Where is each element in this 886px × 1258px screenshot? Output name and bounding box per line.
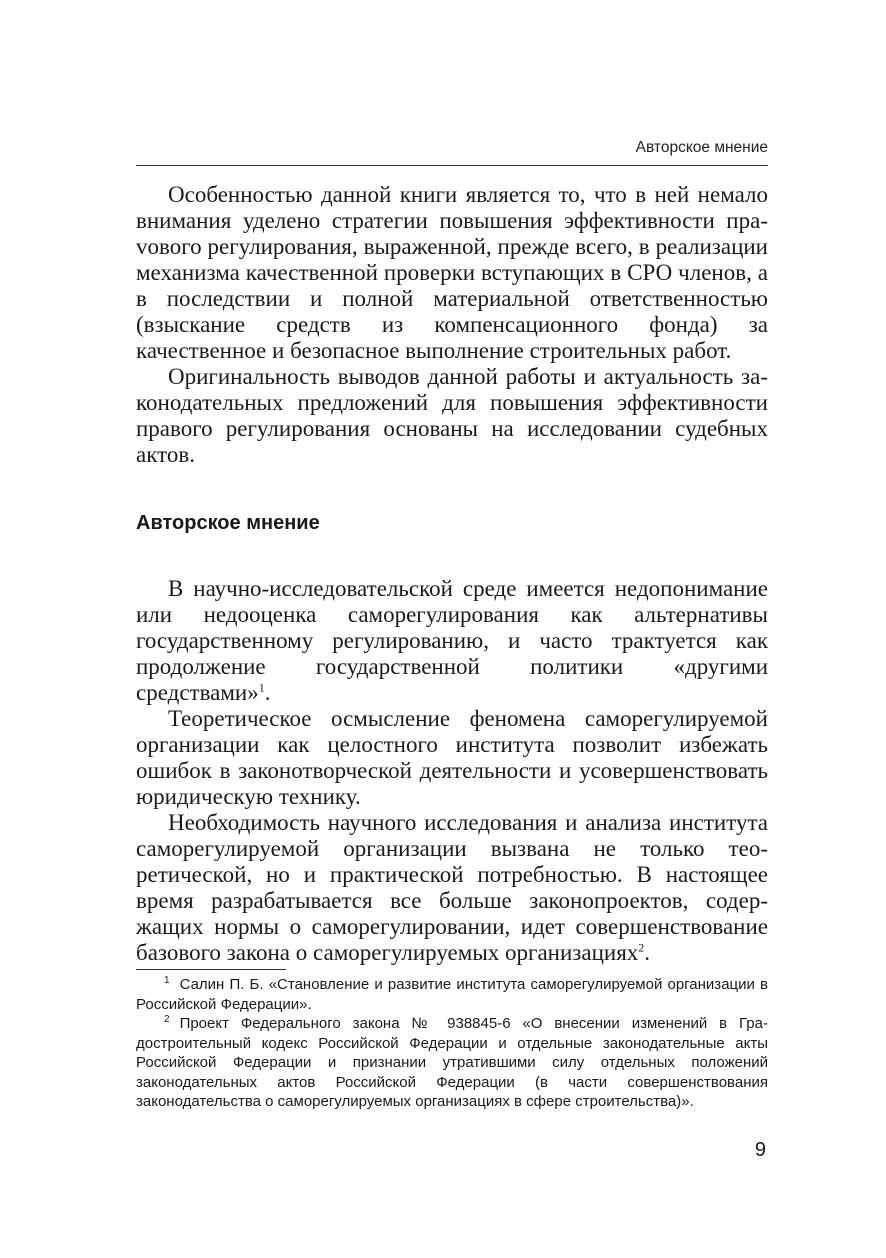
paragraph-tail: . bbox=[264, 680, 271, 705]
paragraph-text: Необходимость научного исследования и анализа института саморегулируемой организации вызвана не только теоретической, но и практической потребностью. В настоящее время разрабатывается все больше законопроектов, содержащих нормы о саморегулировании, идет совершенствование базового закона о саморегулируемых организациях bbox=[136, 810, 768, 965]
section-heading: Авторское мнение bbox=[136, 512, 320, 534]
footnote-number: 2 bbox=[164, 1014, 170, 1025]
footnote-ref[interactable]: 2 bbox=[638, 940, 645, 955]
page-number: 9 bbox=[754, 1139, 766, 1161]
footnote-ref[interactable]: 1 bbox=[258, 680, 265, 695]
footnote bbox=[136, 975, 768, 1014]
paragraph-tail: . bbox=[644, 940, 651, 965]
footnotes bbox=[136, 975, 768, 1112]
paragraph-text: В научно-исследовательской среде имеется недопонимание или недооценка саморегулирования как альтернативы государственному регулированию, и часто трактуется как продолжение государственной политики «другими средствами» bbox=[136, 576, 768, 705]
footnote-text: Проект Федерального закона № 938845-6 «О внесении изменений в Градостроительный кодекс Российской Федерации и отдельные законодательные акты Российской Федерации и признании утратившими силу отдельных положений законодательных актов Российской Федерации (в части совершенствования законодательства о саморегулируемых организациях в сфере строительства)». bbox=[136, 1015, 768, 1110]
header-rule bbox=[136, 165, 768, 166]
paragraph: Оригинальность выводов данной работы и актуальность законодательных предложений для повышения эффективности правого регулирования основаны на исследовании судебных актов. bbox=[136, 364, 768, 467]
section-text bbox=[136, 576, 768, 966]
paragraph: Особенностью данной книги является то, что в ней немало внимания уделено стратегии повышения эффективности праvового регулирования, выраженной, прежде всего, в реализации механизма качественной проверки вступающих в СРО членов, а в последствии и полной материальной ответственностью (взыскание средств из компенсационного фонда) за качественное и безопасное выполнение строительных работ. bbox=[136, 182, 768, 363]
footnote-text: Салин П. Б. «Становление и развитие института саморегулируемой организации в Российской Федерации». bbox=[136, 976, 768, 1013]
paragraph-text: Теоретическое осмысление феномена саморегулируемой организации как целостного института позволит избежать ошибок в законотворческой деятельности и усовершенствовать юридическую технику. bbox=[136, 706, 768, 809]
footnote-rule bbox=[136, 969, 286, 970]
paragraph bbox=[136, 810, 768, 966]
footnote bbox=[136, 1014, 768, 1112]
running-head: Авторское мнение bbox=[635, 139, 768, 156]
paragraph bbox=[136, 576, 768, 706]
intro-text bbox=[136, 182, 768, 468]
paragraph bbox=[136, 706, 768, 810]
footnote-number: 1 bbox=[164, 975, 170, 986]
